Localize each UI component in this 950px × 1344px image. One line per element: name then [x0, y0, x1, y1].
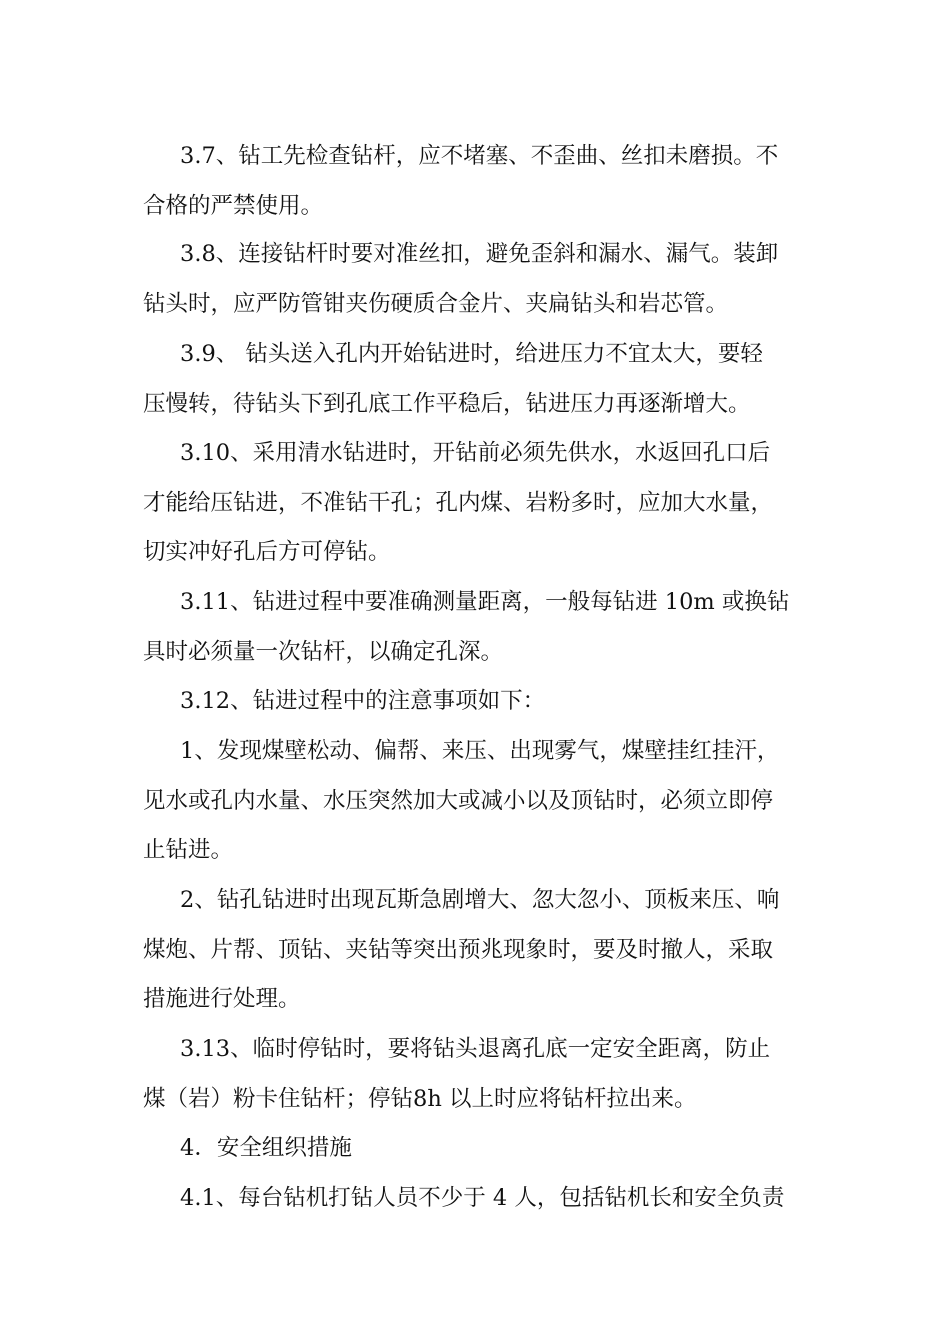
paragraph-line: 4.1、每台钻机打钻人员不少于 4 人，包括钻机长和安全负责: [180, 1185, 785, 1211]
paragraph-line: 3.8、连接钻杆时要对准丝扣，避免歪斜和漏水、漏气。装卸: [180, 241, 779, 267]
paragraph-line: 1、发现煤壁松动、偏帮、来压、出现雾气，煤壁挂红挂汗，: [180, 738, 780, 764]
paragraph-line: 3.7、钻工先检查钻杆，应不堵塞、不歪曲、丝扣未磨损。不: [180, 143, 779, 169]
paragraph-line: 钻头时，应严防管钳夹伤硬质合金片、夹扁钻头和岩芯管。: [143, 291, 729, 317]
paragraph-line: 煤炮、片帮、顶钻、夹钻等突出预兆现象时，要及时撤人，采取: [143, 937, 774, 963]
paragraph-line: 煤（岩）粉卡住钻杆；停钻8h 以上时应将钻杆拉出来。: [143, 1086, 697, 1112]
paragraph-line: 措施进行处理。: [143, 986, 301, 1012]
section-heading: 4．安全组织措施: [180, 1135, 352, 1161]
paragraph-line: 3.11、钻进过程中要准确测量距离，一般每钻进 10m 或换钻: [180, 589, 790, 615]
paragraph-line: 2、钻孔钻进时出现瓦斯急剧增大、忽大忽小、顶板来压、响: [180, 887, 780, 913]
paragraph-line: 3.12、钻进过程中的注意事项如下：: [180, 688, 546, 714]
paragraph-line: 切实冲好孔后方可停钻。: [143, 539, 391, 565]
paragraph-line: 3.10、采用清水钻进时，开钻前必须先供水，水返回孔口后: [180, 440, 771, 466]
paragraph-line: 3.13、临时停钻时，要将钻头退离孔底一定安全距离，防止: [180, 1036, 771, 1062]
paragraph-line: 具时必须量一次钻杆，以确定孔深。: [143, 639, 504, 665]
paragraph-line: 压慢转，待钻头下到孔底工作平稳后，钻进压力再逐渐增大。: [143, 391, 751, 417]
paragraph-line: 见水或孔内水量、水压突然加大或减小以及顶钻时，必须立即停: [143, 788, 774, 814]
paragraph-line: 合格的严禁使用。: [143, 193, 324, 219]
paragraph-line: 止钻进。: [143, 837, 234, 863]
paragraph-line: 3.9、 钻头送入孔内开始钻进时，给进压力不宜太大，要轻: [180, 341, 763, 367]
paragraph-line: 才能给压钻进，不准钻干孔；孔内煤、岩粉多时，应加大水量，: [143, 490, 774, 516]
